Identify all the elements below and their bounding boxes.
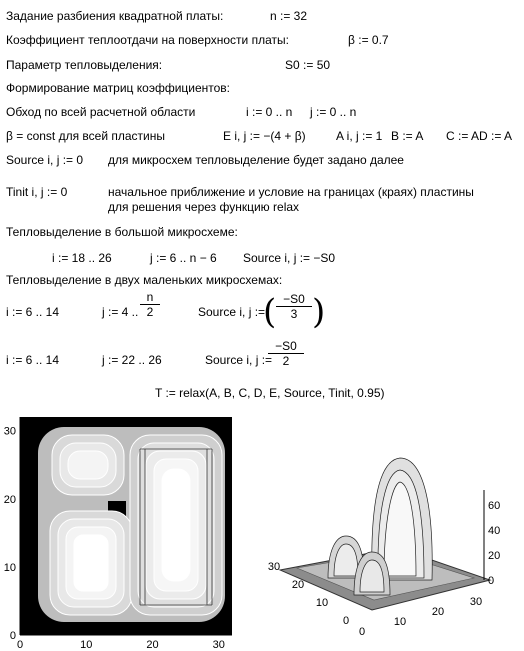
tinit-note-1: начальное приближение и условие на границах (краях) пластины (108, 185, 474, 199)
contour-y-ticks (4, 426, 16, 642)
contour-regions (38, 427, 225, 622)
frac-denominator: 2 (146, 305, 154, 319)
e-matrix-expr[interactable]: E i, j := −(4 + β) (223, 129, 306, 143)
small-chip2-i-range[interactable]: i := 6 .. 14 (6, 353, 60, 367)
contour-y-tick-label: 0 (9, 630, 16, 642)
surface-z-tick-label: 40 (488, 525, 501, 537)
small-chip2-source[interactable]: Source i, j := (205, 353, 273, 367)
beta-expr[interactable]: β := 0.7 (348, 33, 389, 47)
small-chips-label: Тепловыделение в двух маленьких микросхемах: (6, 273, 283, 287)
contour-y-tick-label: 30 (3, 425, 16, 438)
source-init-note: для микросхем тепловыделение будет задано далее (108, 153, 404, 167)
surface-x-tick-label: 0 (358, 626, 366, 638)
contour-x-tick-label: 0 (16, 639, 24, 651)
small-chip1-i-range[interactable]: i := 6 .. 14 (6, 305, 60, 319)
contour-x-tick-label: 30 (212, 639, 225, 651)
b-matrix-expr[interactable]: B := A (391, 129, 424, 143)
j-range-expr[interactable]: j := 0 .. n (310, 105, 357, 119)
d-matrix-expr[interactable]: D := A (479, 129, 513, 143)
source-init-expr[interactable]: Source i, j := 0 (6, 153, 84, 167)
heat-coeff-label: Коэффициент теплоотдачи на поверхности платы: (6, 33, 289, 47)
surface-y-tick-label: 10 (315, 597, 329, 609)
frac-denominator: 2 (282, 354, 290, 368)
surface-x-tick-label: 20 (431, 606, 445, 618)
surface-x-tick-label: 10 (393, 616, 407, 628)
big-chip-label: Тепловыделение в большой микросхеме: (6, 225, 238, 239)
a-matrix-expr[interactable]: A i, j := 1 (336, 129, 383, 143)
frac-numerator: −S0 (276, 292, 312, 307)
big-chip-source[interactable]: Source i, j := −S0 (243, 251, 336, 265)
surface-peaks (328, 458, 432, 595)
matrix-label: Формирование матриц коэффициентов: (6, 81, 231, 95)
small-chip2-j-range[interactable]: j := 22 .. 26 (102, 353, 162, 367)
frac-denominator: 3 (290, 307, 298, 321)
contour-y-tick-label: 20 (3, 493, 16, 506)
surface-y-tick-label: 30 (267, 561, 281, 573)
small-chip1-source[interactable]: Source i, j := (198, 305, 266, 319)
big-chip-j-range[interactable]: j := 6 .. n − 6 (150, 251, 217, 265)
contour-x-tick-label: 10 (80, 639, 93, 651)
tinit-note-2: для решения через функцию relax (108, 200, 300, 214)
right-paren: ) (312, 292, 326, 332)
c-matrix-expr[interactable]: C := A (446, 129, 480, 143)
surface-z-tick-label: 60 (488, 500, 501, 512)
surface-z-tick-label: 20 (488, 550, 501, 562)
grid-size-label: Задание разбиения квадратной платы: (6, 9, 224, 23)
contour-x-ticks (17, 639, 225, 651)
relax-expr[interactable]: T := relax(A, B, C, D, E, Source, Tinit, 0.95) (155, 386, 385, 400)
contour-x-tick-label: 20 (146, 639, 159, 651)
i-range-expr[interactable]: i := 0 .. n (246, 105, 293, 119)
beta-const-label: β = const для всей пластины (6, 129, 166, 143)
big-chip-i-range[interactable]: i := 18 .. 26 (52, 251, 112, 265)
frac-numerator: −S0 (268, 339, 304, 354)
surface-z-ticks (488, 500, 500, 587)
s0-expr[interactable]: S0 := 50 (285, 58, 331, 72)
surface-y-tick-label: 0 (342, 615, 350, 627)
n-over-2-fraction (140, 290, 160, 319)
contour-plot[interactable] (0, 405, 250, 651)
grid-size-expr[interactable] (270, 9, 307, 23)
n-def: n := 32 (270, 9, 308, 23)
surface-x-tick-label: 30 (469, 596, 483, 608)
small-chip1-j-range[interactable]: j := 4 .. (102, 305, 139, 319)
s0-over-2-fraction (268, 339, 304, 368)
frac-numerator: n (140, 290, 160, 305)
tinit-expr[interactable]: Tinit i, j := 0 (6, 185, 68, 199)
heat-param-label: Параметр тепловыделения: (6, 58, 163, 72)
left-paren: ( (263, 292, 277, 332)
contour-y-tick-label: 10 (3, 561, 16, 574)
surface-z-tick-label: 0 (488, 575, 495, 587)
s0-over-3-fraction (276, 292, 312, 321)
surface-plot[interactable] (262, 440, 524, 651)
domain-label: Обход по всей расчетной области (6, 105, 196, 119)
surface-y-tick-label: 20 (291, 579, 305, 591)
